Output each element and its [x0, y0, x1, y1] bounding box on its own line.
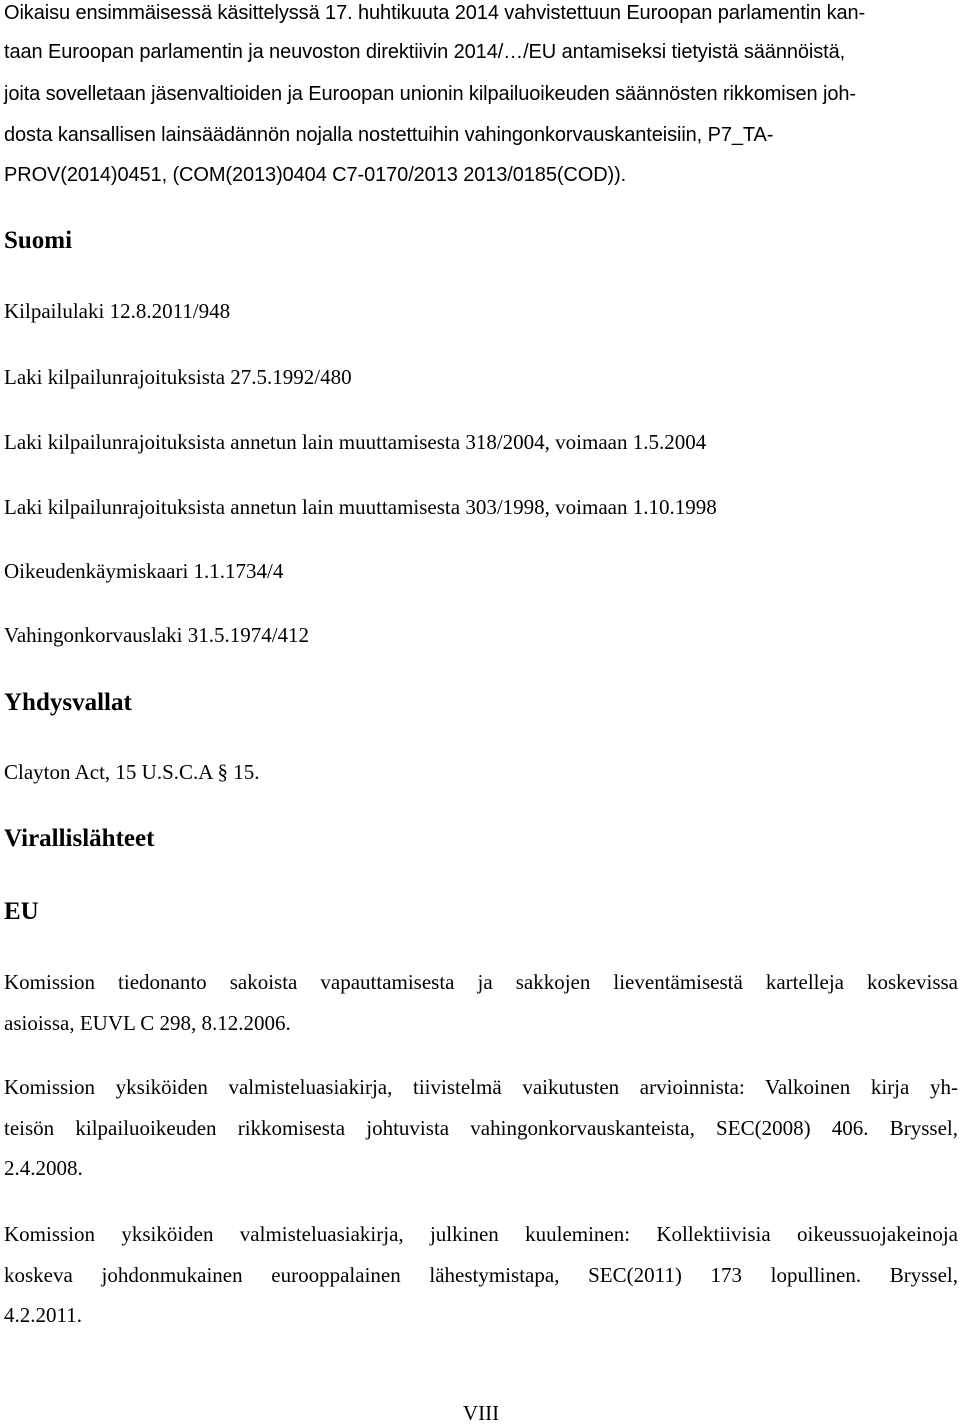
intro-line: PROV(2014)0451, (COM(2013)0404 C7-0170/2013 2013/0185(COD)).	[4, 164, 627, 186]
intro-line: dosta kansallisen lainsäädännön nojalla nostettuihin vahingonkorvauskanteisiin, P7_TA-	[4, 124, 774, 146]
intro-line: Oikaisu ensimmäisessä käsittelyssä 17. huhtikuuta 2014 vahvistettuun Euroopan parlamentin kan-	[4, 2, 866, 24]
entry-line: 4.2.2011.	[4, 1303, 82, 1327]
list-item: Kilpailulaki 12.8.2011/948	[4, 299, 231, 323]
list-item: Laki kilpailunrajoituksista 27.5.1992/480	[4, 365, 352, 389]
list-item: Laki kilpailunrajoituksista annetun lain muuttamisesta 318/2004, voimaan 1.5.2004	[4, 430, 707, 454]
heading-eu: EU	[4, 898, 39, 925]
intro-line: joita sovelletaan jäsenvaltioiden ja Euroopan unionin kilpailuoikeuden säännösten rikkomisen joh-	[4, 83, 856, 105]
list-item: Oikeudenkäymiskaari 1.1.1734/4	[4, 559, 284, 583]
heading-suomi: Suomi	[4, 227, 73, 254]
heading-yhdysvallat: Yhdysvallat	[4, 689, 132, 716]
entry-line: Komission yksiköiden valmisteluasiakirja, julkinen kuuleminen: Kollektiivisia oikeussuojakeinoja	[4, 1222, 958, 1246]
entry-line: teisön kilpailuoikeuden rikkomisesta johtuvista vahingonkorvauskanteista, SEC(2008) 406. Bryssel,	[4, 1116, 958, 1140]
entry-line: asioissa, EUVL C 298, 8.12.2006.	[4, 1011, 291, 1035]
entry-line: Komission yksiköiden valmisteluasiakirja, tiivistelmä vaikutusten arvioinnista: Valkoinen kirja yh-	[4, 1075, 958, 1099]
list-item: Clayton Act, 15 U.S.C.A § 15.	[4, 760, 260, 784]
heading-virallislahteet: Virallislähteet	[4, 825, 155, 852]
page-number: VIII	[462, 1401, 500, 1425]
entry-line: Komission tiedonanto sakoista vapauttamisesta ja sakkojen lieventämisestä kartelleja koskevissa	[4, 970, 958, 994]
entry-line: koskeva johdonmukainen eurooppalainen lähestymistapa, SEC(2011) 173 lopullinen. Bryssel,	[4, 1263, 958, 1287]
list-item: Laki kilpailunrajoituksista annetun lain muuttamisesta 303/1998, voimaan 1.10.1998	[4, 495, 717, 519]
list-item: Vahingonkorvauslaki 31.5.1974/412	[4, 623, 310, 647]
intro-line: taan Euroopan parlamentin ja neuvoston direktiivin 2014/…/EU antamiseksi tietyistä säännöistä,	[4, 41, 846, 63]
entry-line: 2.4.2008.	[4, 1156, 83, 1180]
